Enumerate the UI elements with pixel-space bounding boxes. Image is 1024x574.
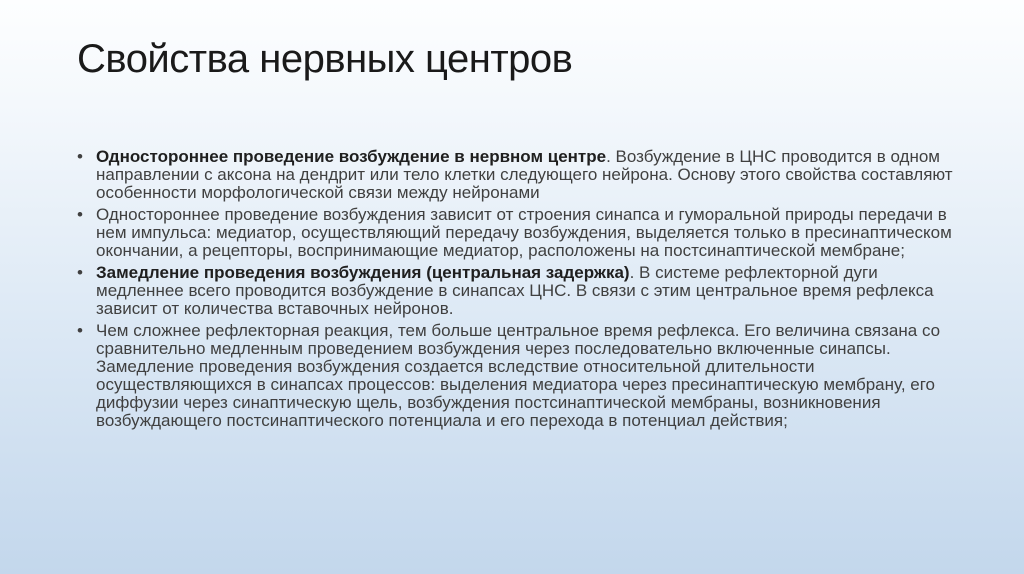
item-text: . Возбуждение в ЦНС проводится в одном направлении с аксона на дендрит или тело клетки следующего нейрона. Основу этого свойства составляют особенности морфологической связи между нейронами xyxy=(96,147,953,202)
bullet-item-3 xyxy=(77,264,957,318)
item-bold-text: Замедление проведения возбуждения (центральная задержка) xyxy=(96,263,630,282)
bullet-item-1 xyxy=(77,148,957,202)
item-text: Одностороннее проведение возбуждения зависит от строения синапса и гуморальной природы передачи в нем импульса: медиатор, осуществляющий передачу возбуждения, выделяется только в пресинаптическом окончании, а рецепторы, воспринимающие медиатор, расположены на постсинаптической мембране; xyxy=(96,205,952,260)
item-text: . В системе рефлекторной дуги медленнее всего проводится возбуждение в синапсах ЦНС. В связи с этим центральное время рефлекса зависит от количества вставочных нейронов. xyxy=(96,263,934,318)
item-bold-text: Одностороннее проведение возбуждение в нервном центре xyxy=(96,147,607,166)
bullet-item-4 xyxy=(77,322,957,430)
bullet-dot: • xyxy=(77,147,83,166)
bullet-dot: • xyxy=(77,205,83,224)
item-text: Чем сложнее рефлекторная реакция, тем больше центральное время рефлекса. Его величина связана со сравнительно медленным проведением возбуждения через последовательно включенные синапсы. Замедление проведения возбуждения создается вследствие относительной длительности осуществляющихся в синапсах процессов: выделения медиатора через пресинаптическую мембрану, его диффузии через синаптическую щель, возбуждения постсинаптической мембраны, возникновения возбуждающего постсинаптического потенциала и его перехода в потенциал действия; xyxy=(96,321,941,430)
bullet-dot: • xyxy=(77,263,83,282)
bullet-list xyxy=(77,148,957,434)
bullet-item-2 xyxy=(77,206,957,260)
bullet-dot: • xyxy=(77,321,83,340)
slide-title: Свойства нервных центров xyxy=(77,37,573,81)
